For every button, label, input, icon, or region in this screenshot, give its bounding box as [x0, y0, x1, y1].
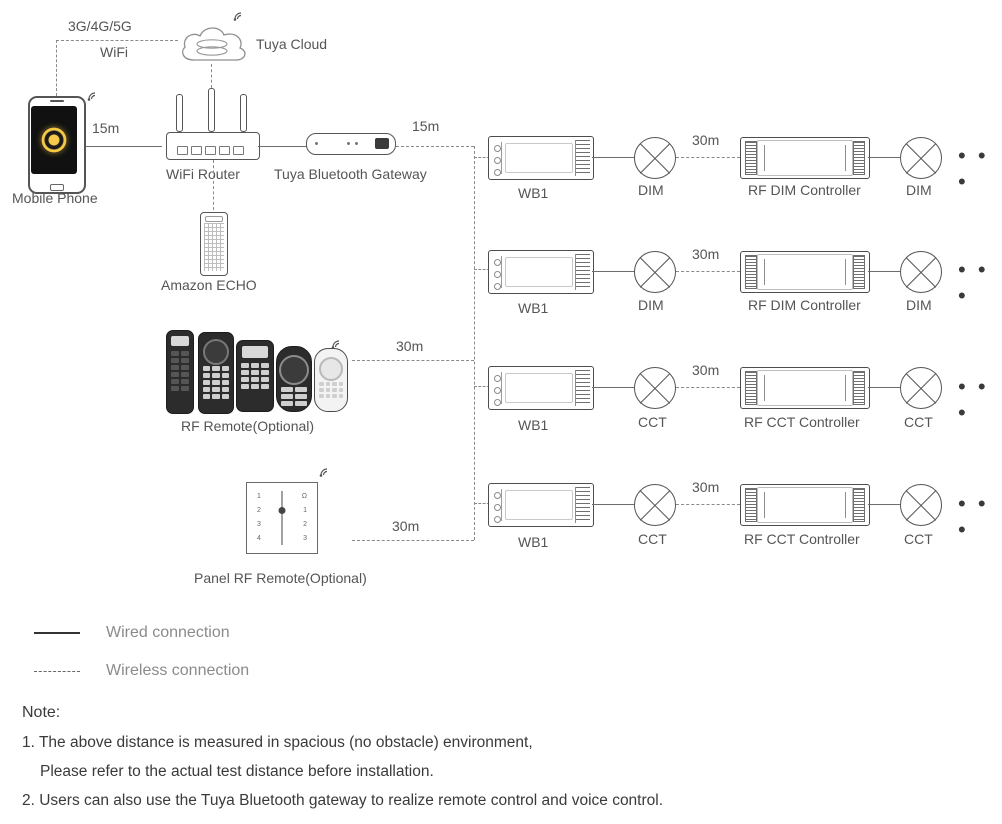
panel-remote-signal-icon	[318, 464, 334, 478]
row-2-distance: 30m	[692, 246, 720, 262]
wb1-terminals	[493, 142, 502, 174]
rf-remote-2[interactable]	[198, 332, 234, 414]
row-2-controller[interactable]	[740, 251, 870, 293]
rf-controller-body	[757, 254, 853, 290]
gateway-led-3	[355, 142, 358, 145]
row-3-ellipsis: • • •	[958, 374, 989, 425]
wb1-heatsink	[575, 140, 590, 176]
dash-router-to-echo	[213, 160, 214, 210]
legend-wired-label: Wired connection	[106, 624, 230, 641]
row-4-distance: 30m	[692, 479, 720, 495]
gateway-label: Tuya Bluetooth Gateway	[274, 166, 427, 182]
rf-remote-4[interactable]	[276, 346, 312, 412]
tuya-cloud-label: Tuya Cloud	[256, 36, 328, 52]
row-4-wire-controller-lamp	[868, 504, 902, 505]
wire-router-to-gateway	[258, 146, 310, 147]
row-3-wire-driver-lamp	[592, 387, 634, 388]
row-4-controller[interactable]	[740, 484, 870, 526]
rf-controller-body	[757, 140, 853, 176]
rf-controller-cap-right	[853, 141, 865, 175]
mobile-phone[interactable]	[28, 96, 86, 194]
router-antenna-left	[176, 94, 183, 132]
wb1-body	[505, 373, 573, 403]
row-1-controller[interactable]	[740, 137, 870, 179]
rf-controller	[740, 137, 870, 179]
wifi-router-label: WiFi Router	[166, 166, 240, 182]
mobile-phone-label: Mobile Phone	[12, 190, 98, 206]
router-port-4	[219, 146, 230, 155]
rf-controller-cap-left	[745, 141, 757, 175]
gateway-led-1	[315, 142, 318, 145]
row-2-lamp-far[interactable]	[900, 251, 942, 293]
rf-controller-cap-left	[745, 371, 757, 405]
gateway-led-2	[347, 142, 350, 145]
row-4-lamp-far-label: CCT	[904, 531, 933, 547]
wb1-driver	[488, 366, 594, 410]
gateway-chip	[375, 138, 389, 149]
legend-wireless	[34, 662, 249, 680]
rf-remote-1-keys[interactable]	[171, 351, 189, 391]
rf-remote-4-keys[interactable]	[281, 387, 307, 406]
label-wifi: WiFi	[100, 44, 128, 60]
panel-num-l3: 3	[257, 521, 261, 528]
wb1-terminals	[493, 372, 502, 404]
row-2-lamp-far-label: DIM	[906, 297, 932, 313]
row-3-distance: 30m	[692, 362, 720, 378]
row-2-driver[interactable]	[488, 250, 594, 294]
row-3-driver-label: WB1	[518, 417, 549, 433]
rf-remote-5-keys[interactable]	[319, 382, 343, 398]
row-2-driver-label: WB1	[518, 300, 549, 316]
row-1-controller-label: RF DIM Controller	[748, 182, 861, 198]
panel-body	[246, 482, 318, 554]
row-1-driver-label: WB1	[518, 185, 549, 201]
row-1-distance: 30m	[692, 132, 720, 148]
row-3-controller[interactable]	[740, 367, 870, 409]
rf-remote-label: RF Remote(Optional)	[181, 418, 315, 434]
rf-remote-5-color-wheel[interactable]	[319, 357, 343, 381]
dash-rf-remote-to-bus	[352, 360, 474, 361]
panel-num-l4: 4	[257, 535, 261, 542]
rf-controller-cap-right	[853, 255, 865, 289]
distance-rf-remote: 30m	[396, 338, 424, 354]
wb1-body	[505, 257, 573, 287]
wb1-terminals	[493, 489, 502, 521]
wb1-heatsink	[575, 487, 590, 523]
legend-solid-line	[34, 632, 80, 634]
row-1-wire-controller-lamp	[868, 157, 902, 158]
panel-num-r3: 2	[303, 521, 307, 528]
tuya-bluetooth-gateway[interactable]	[306, 133, 396, 155]
label-cellular: 3G/4G/5G	[68, 18, 132, 34]
wb1-heatsink	[575, 370, 590, 406]
rf-controller-cap-left	[745, 488, 757, 522]
echo-body	[200, 212, 228, 276]
distance-panel-remote: 30m	[392, 518, 420, 534]
rf-remote-group[interactable]	[166, 330, 346, 416]
row-3-dash-to-controller	[676, 387, 740, 388]
phone-signal-icon	[86, 88, 102, 102]
tuya-cloud[interactable]	[176, 18, 248, 64]
row-4-lamp-near-label: CCT	[638, 531, 667, 547]
row-2-controller-label: RF DIM Controller	[748, 297, 861, 313]
router-body	[166, 132, 260, 160]
rf-controller-body	[757, 370, 853, 406]
row-4-wire-driver-lamp	[592, 504, 634, 505]
row-1-lamp-near-label: DIM	[638, 182, 664, 198]
row-3-wire-controller-lamp	[868, 387, 902, 388]
row-1-wire-driver-lamp	[592, 157, 634, 158]
note-line-2: Please refer to the actual test distance before installation.	[40, 763, 434, 780]
row-2-wire-driver-lamp	[592, 271, 634, 272]
row-1-dash-to-controller	[676, 157, 740, 158]
phone-screen	[31, 106, 77, 174]
row-4-controller-label: RF CCT Controller	[744, 531, 860, 547]
rf-controller	[740, 367, 870, 409]
dash-panel-remote-to-bus	[352, 540, 474, 541]
router-port-2	[191, 146, 202, 155]
rf-controller-cap-right	[853, 488, 865, 522]
amazon-echo-label: Amazon ECHO	[161, 277, 257, 293]
wb1-heatsink	[575, 254, 590, 290]
row-2-lamp-near-label: DIM	[638, 297, 664, 313]
row-3-controller-label: RF CCT Controller	[744, 414, 860, 430]
router-port-3	[205, 146, 216, 155]
panel-slider-knob[interactable]	[277, 506, 287, 516]
rf-remote-signal-icon	[330, 336, 346, 350]
row-3-driver[interactable]	[488, 366, 594, 410]
rf-controller-cap-left	[745, 255, 757, 289]
rf-remote-2-color-wheel[interactable]	[203, 339, 229, 365]
row-2-wire-controller-lamp	[868, 271, 902, 272]
rf-controller-cap-right	[853, 371, 865, 405]
phone-body	[28, 96, 86, 194]
cloud-signal-icon	[232, 8, 248, 22]
rf-remote-1[interactable]	[166, 330, 194, 414]
distance-phone-router: 15m	[92, 120, 120, 136]
rf-controller	[740, 251, 870, 293]
row-2-dash-to-controller	[676, 271, 740, 272]
rf-remote-1-screen	[171, 336, 189, 346]
router-antenna-middle	[208, 88, 215, 132]
panel-num-l1: 1	[257, 493, 261, 500]
panel-num-l2: 2	[257, 507, 261, 514]
row-4-driver-label: WB1	[518, 534, 549, 550]
phone-speaker	[50, 100, 64, 102]
rf-controller-body	[757, 487, 853, 523]
router-port-5	[233, 146, 244, 155]
amazon-echo[interactable]	[200, 212, 228, 276]
router-antenna-right	[240, 94, 247, 132]
gateway-body	[306, 133, 396, 155]
row-1-lamp-far-label: DIM	[906, 182, 932, 198]
panel-num-r4: 3	[303, 535, 307, 542]
row-4-driver[interactable]	[488, 483, 594, 527]
panel-rf-remote[interactable]	[246, 482, 318, 554]
dash-vertical-bus	[474, 146, 475, 540]
wb1-driver	[488, 483, 594, 527]
panel-slider-track[interactable]	[282, 491, 283, 545]
row-1-driver[interactable]	[488, 136, 594, 180]
dash-gateway-to-bus	[396, 146, 474, 147]
note-line-3: 2. Users can also use the Tuya Bluetooth gateway to realize remote control and voice control.	[22, 792, 664, 809]
legend-wireless-label: Wireless connection	[106, 662, 250, 679]
row-3-lamp-far-label: CCT	[904, 414, 933, 430]
rf-controller	[740, 484, 870, 526]
row-4-ellipsis: • • •	[958, 491, 989, 542]
dash-phone-to-cloud-horz	[56, 40, 178, 41]
wb1-driver	[488, 136, 594, 180]
dash-phone-to-cloud-vert	[56, 40, 57, 96]
panel-num-r1: Ω	[301, 493, 307, 500]
phone-app-icon	[41, 127, 67, 153]
rf-remote-4-color-wheel[interactable]	[279, 355, 309, 385]
legend-wired	[34, 624, 230, 642]
row-4-dash-to-controller	[676, 504, 740, 505]
row-2-ellipsis: • • •	[958, 257, 989, 308]
router-port-1	[177, 146, 188, 155]
row-1-ellipsis: • • •	[958, 143, 989, 194]
panel-rf-remote-label: Panel RF Remote(Optional)	[194, 570, 367, 586]
echo-top-ring	[205, 216, 223, 222]
rf-remote-3[interactable]	[236, 340, 274, 412]
rf-remote-3-keys[interactable]	[241, 363, 269, 389]
row-3-lamp-near-label: CCT	[638, 414, 667, 430]
row-1-lamp-near[interactable]	[634, 137, 676, 179]
wb1-terminals	[493, 256, 502, 288]
echo-speaker-grille	[204, 223, 224, 271]
row-4-lamp-far[interactable]	[900, 484, 942, 526]
distance-gateway-bus: 15m	[412, 118, 440, 134]
rf-remote-5[interactable]	[314, 348, 348, 412]
row-3-lamp-near[interactable]	[634, 367, 676, 409]
legend-dashed-line	[34, 671, 80, 672]
wb1-driver	[488, 250, 594, 294]
row-1-lamp-far[interactable]	[900, 137, 942, 179]
wire-phone-to-router	[86, 146, 162, 147]
rf-remote-3-screen	[242, 346, 268, 358]
wb1-body	[505, 490, 573, 520]
wb1-body	[505, 143, 573, 173]
panel-num-r2: 1	[303, 507, 307, 514]
row-3-lamp-far[interactable]	[900, 367, 942, 409]
row-2-lamp-near[interactable]	[634, 251, 676, 293]
note-line-1: 1. The above distance is measured in spacious (no obstacle) environment,	[22, 734, 533, 751]
row-4-lamp-near[interactable]	[634, 484, 676, 526]
rf-remote-2-keys[interactable]	[203, 366, 229, 399]
note-title: Note:	[22, 704, 61, 721]
